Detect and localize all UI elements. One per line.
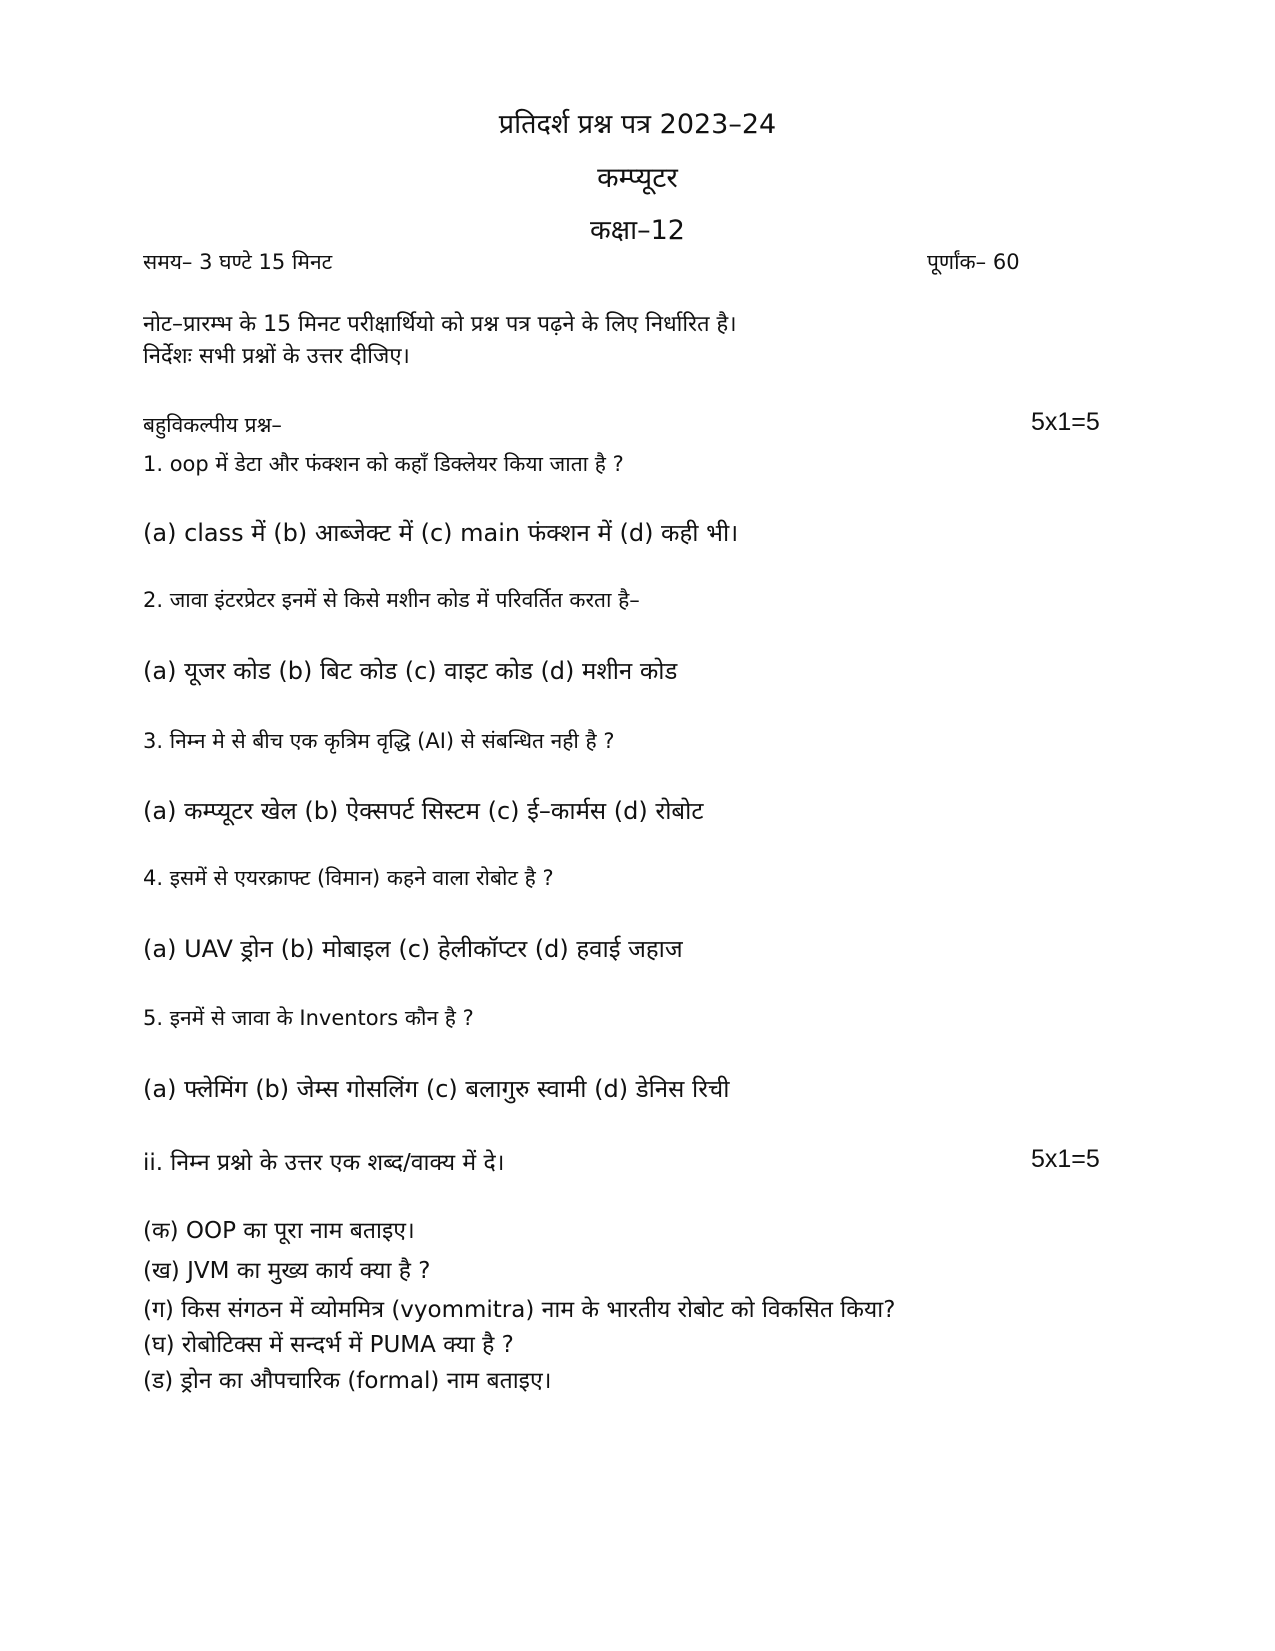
- short-question-ga: (ग) किस संगठन में व्योममित्र (vyommitra) नाम के भारतीय रोबोट को विकसित किया?: [143, 1297, 896, 1323]
- short-question-gha: (घ) रोबोटिक्स में सन्दर्भ में PUMA क्या है ?: [143, 1332, 514, 1358]
- short-question-ka: (क) OOP का पूरा नाम बताइए।: [143, 1218, 415, 1244]
- options-3: (a) कम्प्यूटर खेल (b) ऐक्सपर्ट सिस्टम (c) ई–कार्मस (d) रोबोट: [143, 797, 704, 825]
- section1-marks: 5x1=5: [1031, 408, 1100, 436]
- section2-heading: ii. निम्न प्रश्नो के उत्तर एक शब्द/वाक्य में दे।: [143, 1150, 505, 1176]
- short-question-kha: (ख) JVM का मुख्य कार्य क्या है ?: [143, 1258, 431, 1284]
- question-3: 3. निम्न मे से बीच एक कृत्रिम वृद्धि (AI) से संबन्धित नही है ?: [143, 729, 615, 753]
- short-question-da: (ड) ड्रोन का औपचारिक (formal) नाम बताइए।: [143, 1368, 552, 1394]
- instruction-text: निर्देशः सभी प्रश्नों के उत्तर दीजिए।: [143, 344, 410, 369]
- time-label: समय– 3 घण्टे 15 मिनट: [143, 250, 333, 274]
- options-4: (a) UAV ड्रोन (b) मोबाइल (c) हेलीकॉप्टर (d) हवाई जहाज: [143, 935, 683, 963]
- note-text: नोट–प्रारम्भ के 15 मिनट परीक्षार्थियो को प्रश्न पत्र पढ़ने के लिए निर्धारित है।: [143, 312, 737, 337]
- question-4: 4. इसमें से एयरक्राफ्ट (विमान) कहने वाला रोबोट है ?: [143, 866, 554, 890]
- subject-title: कम्प्यूटर: [597, 161, 678, 194]
- full-marks-label: पूर्णांक– 60: [927, 250, 1020, 274]
- section1-heading: बहुविकल्पीय प्रश्न–: [143, 413, 282, 437]
- question-2: 2. जावा इंटरप्रेटर इनमें से किसे मशीन कोड में परिवर्तित करता है–: [143, 588, 640, 612]
- class-title: कक्षा–12: [590, 215, 685, 246]
- question-1: 1. oop में डेटा और फंक्शन को कहाँ डिक्लेयर किया जाता है ?: [143, 452, 624, 476]
- section2-marks: 5x1=5: [1031, 1145, 1100, 1173]
- paper-title: प्रतिदर्श प्रश्न पत्र 2023–24: [498, 109, 777, 140]
- options-1: (a) class में (b) आब्जेक्ट में (c) main फंक्शन में (d) कही भी।: [143, 519, 739, 547]
- options-5: (a) फ्लेमिंग (b) जेम्स गोसलिंग (c) बलागुरु स्वामी (d) डेनिस रिची: [143, 1075, 730, 1103]
- question-5: 5. इनमें से जावा के Inventors कौन है ?: [143, 1006, 474, 1030]
- options-2: (a) यूजर कोड (b) बिट कोड (c) वाइट कोड (d) मशीन कोड: [143, 657, 678, 685]
